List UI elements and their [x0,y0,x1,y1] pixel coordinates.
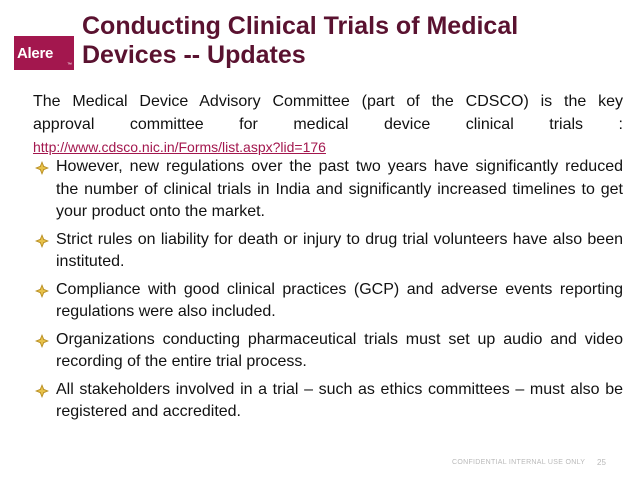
bullet-text: All stakeholders involved in a trial – such as ethics committees – must also be registered and accredited. [56,380,623,420]
diamond-bullet-icon [35,161,49,175]
bullet-item [33,229,623,274]
logo-text: Alere [17,45,54,62]
bullet-text: Strict rules on liability for death or injury to drug trial volunteers have also been instituted. [56,230,623,270]
intro-line-1: The Medical Device Advisory Committee (part of the CDSCO) is the key [33,93,623,110]
page-number: 25 [597,458,606,467]
bullet-text: Organizations conducting pharmaceutical trials must set up audio and video recording of the entire trial process. [56,330,623,370]
title-line-1: Conducting Clinical Trials of Medical [82,12,519,40]
bullet-item [33,329,623,374]
cdsco-link[interactable]: http://www.cdsco.nic.in/Forms/list.aspx?lid=176 [33,139,326,155]
bullet-item [33,279,623,324]
intro-paragraph [33,90,623,158]
diamond-bullet-icon [35,284,49,298]
slide-title [82,12,622,70]
confidential-notice: CONFIDENTIAL INTERNAL USE ONLY [452,459,586,466]
diamond-bullet-icon [35,384,49,398]
bullet-text: However, new regulations over the past two years have significantly reduced the number of clinical trials in India and significantly increased timelines to get your product onto the market. [56,158,623,220]
intro-line-2: approval committee for medical device clinical trials : [33,116,623,133]
diamond-bullet-icon [35,234,49,248]
bullet-list [33,156,623,429]
bullet-item [33,379,623,424]
diamond-bullet-icon [35,334,49,348]
alere-logo [14,36,74,70]
bullet-text: Compliance with good clinical practices (GCP) and adverse events reporting regulations were also included. [56,280,623,320]
logo-trademark: ™ [67,62,72,68]
bullet-item [33,156,623,224]
title-line-2: Devices -- Updates [82,41,306,69]
